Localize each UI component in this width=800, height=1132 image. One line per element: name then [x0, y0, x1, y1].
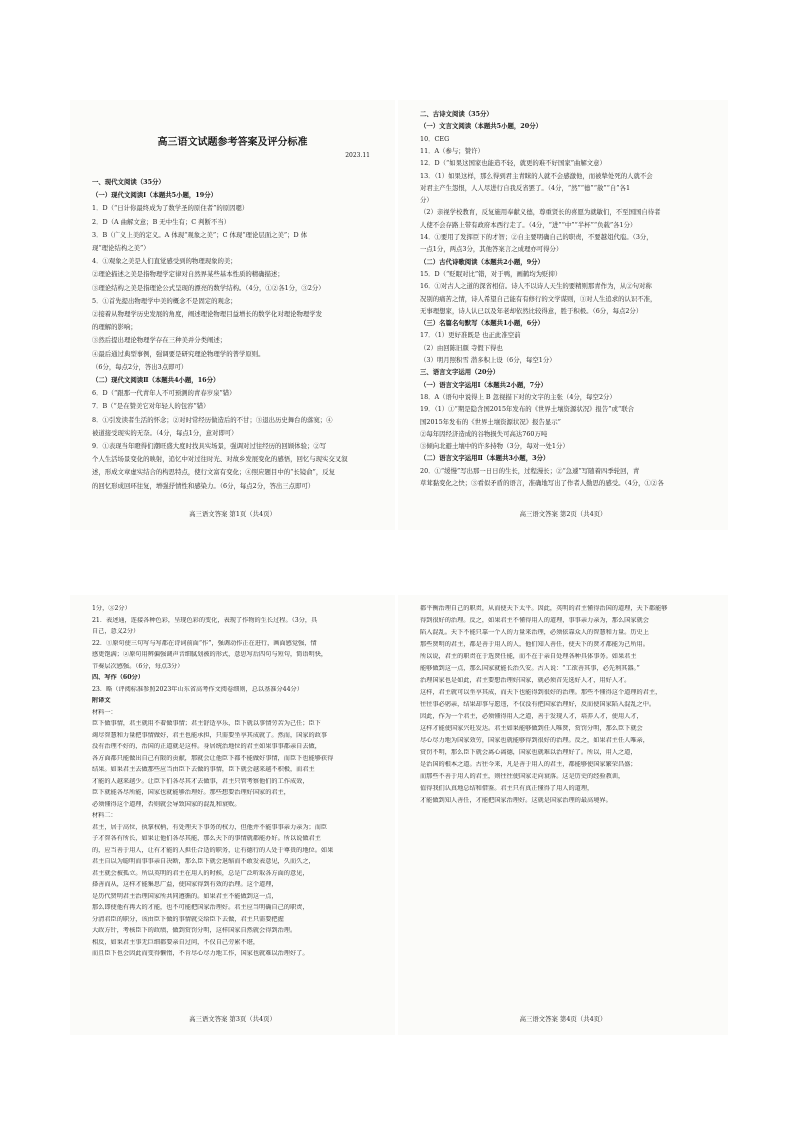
answer-page-3 — [70, 595, 395, 1035]
text-line: 分） — [420, 196, 433, 205]
text-line: 是治国的根本之道。古往今来，凡是善于用人的君主，都能够使国家繁荣昌盛； — [420, 761, 637, 768]
answer-page-1 — [70, 100, 395, 530]
text-line: ②理论描述之美是指物理学定律对自然界某些基本性质的精确描述； — [92, 270, 284, 279]
text-line: 那些贤明的君主，都是善于用人的人，他们知人善任，使天下的贤才都能为己所用。 — [420, 641, 649, 648]
text-line: 臣下做事情，君主就用不着做事情；君主舒适享乐，臣下就以事情劳苦为己任；臣下 — [92, 720, 321, 727]
text-line: 才能做到知人善任，才能把国家治理好。这就是国家治理的最高境界。 — [420, 797, 612, 804]
answer-page-4 — [398, 595, 728, 1035]
text-line: 13．（1）如果这样，那么得到君主青睐的人就不会感激他，而被挚处死的人就不会 — [420, 171, 653, 180]
text-line: 无事理想家，诗人认已以及年老却依然比较得意，胜于积极。（6分，每点2分） — [420, 306, 643, 315]
text-line: （一）语言文字运用Ⅰ（本题共2小题，7分） — [420, 380, 547, 389]
text-line: 这样才能使国家兴旺发达。君主如果能够做到任人唯贤，赏罚分明，那么臣下就会 — [420, 725, 643, 732]
text-line: 1分，③2分） — [92, 605, 131, 612]
text-line: 君主，居于高位，执掌权柄，有处理天下事务的权力，但他并不能事事亲力亲为；而臣 — [92, 823, 328, 831]
text-line: 1．D（“日计你最终成为了数学圣的原住者”的原因嗯） — [92, 204, 249, 213]
text-line: 必须懂得这个道理，否则就会导致国家的混乱和衰败。 — [92, 800, 241, 808]
text-line: ②接着从物理学历史发展的角度，阐述理论物理目益增长的数学化对理论物理学发 — [92, 310, 323, 318]
text-line: （三）名篇名句默写（本题共1小题，6分） — [420, 319, 544, 328]
text-line: （二）现代文阅读Ⅱ（本题共4小题，16分） — [92, 376, 220, 384]
text-line: 尽心尽力地为国家效劳，国家也就能够得到很好的治理。反之，如果君主任人唯亲， — [420, 737, 649, 744]
text-line: 21．表述通，连接各种色彩，呈现色彩的变化，表现了作物的生长过程。（3分，具 — [92, 616, 318, 624]
text-line: 赏罚不明，那么臣下就会离心离德，国家也就难以治理好了。所以，用人之道， — [420, 749, 637, 756]
answer-page-2 — [398, 100, 728, 530]
text-line: 结果。如果君主去做那些应当由臣下去做的事情，臣下就会越来越不积极，而君主 — [92, 766, 315, 773]
text-line: ③理论结构之美是指理论公式呈现的漂亮的数学结构。（4分，①②各1分，③2分） — [92, 283, 325, 292]
text-line: 现“理论结构之美”） — [92, 244, 150, 252]
text-line: 一、现代文阅读（35分） — [92, 178, 165, 186]
text-line: 节奏层次感强。（6分，每点3分） — [92, 662, 184, 670]
text-line: 况别的痛苦之情，诗人希望自己能有有修行的文学谋则，③对人生追求的认识不准， — [420, 294, 657, 303]
text-line: 一点1分，两点3分，其他答案言之成理亦可得分） — [420, 245, 563, 254]
text-line: 5．①首先提出物理学中美的概念不是固定的观念； — [92, 296, 237, 305]
text-line: 是历代贤明君主治理国家所共同遵循的。如果君主不能做到这一点， — [92, 892, 278, 900]
text-line: 臣下就能各尽所能，国家也就能够治理好。那些想要治理好国家的君主， — [92, 789, 290, 796]
text-line: 材料二： — [92, 812, 117, 819]
text-line: 草茸黏变化之快；③看似矛盾的语言，准确地写出了作者人勤思的感受。（4分，①②各 — [420, 479, 664, 487]
text-line: 的回忆形成回环往复，增强抒情性和感染力。（6分，每点2分，答出三点即可） — [92, 481, 315, 490]
text-line: 对君主产生怨恨，人人尽进行自我反省罢了。（4分，“然”“德”“赦”“自”各1 — [420, 183, 631, 192]
text-line: 而那些不善于用人的君主，则往往使国家走向衰落。这是历史的经验教训， — [420, 773, 625, 780]
text-line: 9．①表现当年瞪得们潮旺盛大度时找具实场景，强调对过往经历的回顾体验；②写 — [92, 442, 327, 450]
text-line: 3．B（广义上美的定义。A 体现“观象之美”；C 体现“理论层面之美”；D 体 — [92, 230, 308, 239]
text-line: 20．①“缓慢”写出那一日日的生长，过程漫长；②“急遽”写随着四季轮回，青 — [420, 466, 640, 475]
text-line: 16．①对古人之道的深省相信。诗人不以诗人天生的要精则那青作为，从②句对称 — [420, 282, 652, 291]
text-line: 2．D（A 曲解文意；B 无中生有；C 判断不当） — [92, 217, 231, 226]
text-line: 22．①原句使三句写与写都在诗词前面“作”，强调动作正在进行，画面感觉强，情 — [92, 639, 317, 647]
text-line: 君主自以为聪明而事事亲自决断，那么臣下就会退缩而不敢发表意见，久而久之， — [92, 858, 315, 865]
text-line: 三、语言文字运用（20分） — [420, 368, 500, 377]
text-line: 那么即使他有再大的才能，也不可能把国家治理好。君主应当明确自己的职责， — [92, 904, 309, 911]
text-line: 7．B（“是在赞美它对年轻人的包容”错） — [92, 402, 210, 411]
text-line: 陷入混乱。天下不能只靠一个人的力量来治理，必须依靠众人的智慧和力量。历史上 — [420, 629, 649, 636]
text-line: 四、写作（60分） — [92, 674, 144, 681]
text-line: ③然后提出理论物理学存在三种美并分类阐述； — [92, 336, 227, 345]
text-line: （一）现代文阅读Ⅰ（本题共5小题，19分） — [92, 191, 217, 200]
text-line: （3）明月照积雪 潜多积上设（6分，每空1分） — [420, 356, 556, 364]
text-line: 人使不会存路上带有政府本西行走了。（4分，“进”“中”“半杯”“负载”各1分） — [420, 220, 637, 229]
text-line: 6．D（“跟那一代青年人不可预测的青春岁泉”错） — [92, 389, 236, 398]
text-line: 12．D（“如果这国家也能造不轻，就更的难不好国家”曲解文意） — [420, 159, 606, 168]
text-line: ③倾向北避土壤中的许多持物（3分，每对一处1分） — [420, 442, 569, 451]
text-line: 君主就会被孤立。所以英明的君主在用人的时候，总是广泛听取各方面的意见， — [92, 869, 309, 877]
text-line: （2）由回陈旧颜 寺假下得也 — [420, 343, 503, 352]
text-line: 19．（1）①“期是隐含国2015年发布的《世界土壤资源状况》报告”或“联合 — [420, 405, 634, 414]
text-line: ④最后通过典型事例，强调要是研究理论物理学的普学原则。 — [92, 349, 265, 358]
text-line: 值得我们认真地总结和借鉴。君主只有真正懂得了用人的道理， — [420, 785, 594, 792]
text-line: 4．①观象之美是人们直觉感受到的物理现象的美； — [92, 257, 237, 266]
text-line: 相反，如果君主事无巨细都要亲自过问，不仅自己劳累不堪， — [92, 938, 260, 946]
text-line: （二）古代诗歌阅读（本题共2小题，9分） — [420, 257, 544, 266]
text-line: 分清君臣的职分，该由臣下做的事情就交给臣下去做，君主只需要把握 — [92, 915, 284, 923]
text-line: 子才智各有所长，如果让他们各尽其能，那么天下的事情就都能办好。所以说做君主 — [92, 835, 321, 842]
text-line: 10．CEG — [420, 134, 450, 143]
text-line: 往往事必躬亲，结果却事与愿违，不仅没有把国家治理好，反而使国家陷入混乱之中。 — [420, 701, 656, 708]
text-line: 各方面都只能做出自己有限的贡献，那就会让他臣下都不能做好事情，而臣下也能够获得 — [92, 754, 334, 762]
text-line: 能够做到这一点，那么国家就能长治久安。古人说：“工欲善其事，必先利其器。” — [420, 665, 640, 672]
text-line: 17．（1）更好准既是 也正此准空前 — [420, 331, 521, 340]
text-line: 被道接受现实的无奈。（4分，每点1分，意对即可） — [92, 428, 238, 437]
page-footer: 高三语文答案 第4页（共4页） — [519, 1015, 607, 1023]
text-line: 感更饱满；②原句用辨偏强调声音细腻划被的形式，意思写后四句与短句，简语明快， — [92, 651, 328, 658]
text-line: 的理解的影响； — [92, 323, 137, 332]
page-footer: 高三语文答案 第2页（共4页） — [519, 510, 607, 518]
text-line: （一）文言文阅读（本题共5小题，20分） — [420, 122, 542, 131]
text-line: 材料一： — [92, 708, 117, 716]
page-title: 高三语文试题参考答案及评分标准 — [157, 137, 308, 148]
text-line: 述，形成文章虚实结合的构思特点，使行文富有变化；④照应题目中的“长镜俞”，反复 — [92, 468, 335, 477]
text-line: 大政方针，考核臣下的政绩，做到赏罚分明，这样国家自然就会得到治理。 — [92, 927, 297, 934]
text-line: 治理国家也是如此，君主要想治理好国家，就必须首先选好人才，用好人才。 — [420, 677, 631, 684]
exam-date: 2023.11 — [345, 152, 370, 159]
text-line: 因此，作为一个君主，必须懂得用人之道，善于发现人才，培养人才，使用人才， — [420, 713, 643, 720]
text-line: 的，应当善于用人，让有才能的人担任合适的职务，让有德行的人处于尊贵的地位。如果 — [92, 846, 334, 854]
page-footer: 高三语文答案 第1页（共4页） — [189, 510, 276, 518]
text-line: 23．略（评阅标准参照2023年山东省高考作文阅卷细则，总以基准分44分） — [92, 685, 303, 693]
text-line: 竭尽智慧和力量把事情做好，君主也能承担，只需要坐享其成就了。然而，国家的政事 — [92, 731, 328, 739]
text-line: 二、古诗文阅读（35分） — [420, 110, 493, 118]
text-line: ②每年因经济造成的谷物损失可高达760万吨 — [420, 429, 548, 438]
text-line: 这样，君主就可以坐享其成，而天下也能得到很好的治理。那些不懂得这个道理的君主， — [420, 689, 662, 696]
text-line: （2）亲视学校教育，反复施用奉献义德，尊重贤长的喜愿为就敏们，不至国国自待者 — [420, 208, 661, 217]
text-line: 得到很好的治理。反之，如果君主不懂得用人的道理，事事亲力亲为，那么国家就会 — [420, 617, 649, 624]
text-line: 才能的人越来越少。让臣下们各尽其才去做事，君主只管考察他们的工作成效， — [92, 777, 309, 785]
page-footer: 高三语文答案 第3页（共4页） — [189, 1015, 276, 1023]
text-line: 附译文 — [92, 697, 111, 704]
text-line: 14．①要用了发挥臣下的才智；②自主要明确自己的职责，不要越俎代庖。（3分， — [420, 233, 653, 241]
text-line: 没有治理不好的，治国的正道就是这样。身居统治地位的君主如果事事都亲自去做， — [92, 743, 321, 750]
text-line: 国2015年发布的《世界土壤资源状况》报告显示” — [420, 417, 561, 426]
text-line: 18．A（语句中说得上 B 忽视描下对的文字的主张（4分，每空2分） — [420, 392, 616, 401]
text-line: 择善而从，这样才能集思广益，使国家得到有效的治理。这个道理， — [92, 881, 278, 888]
text-line: 11．A（参与；赞许） — [420, 146, 484, 155]
text-line: 自己，意义2分） — [92, 628, 140, 635]
text-line: 15．D（“贬眠对比”错，对于鸭，画鹤均为贬抑） — [420, 269, 562, 278]
text-line: 所以说，君主的职责在于选贤任能，而不在于亲自处理各种具体事务。如果君主 — [420, 653, 637, 660]
text-line: （二）语言文字运用Ⅱ（本题共3小题，3分） — [420, 454, 550, 463]
text-line: 都平衡治理自己的职责，从而使天下太平。因此，英明的君主懂得治国的道理，天下都能够 — [420, 605, 668, 612]
text-line: 8．①引发读者生活的怀念；②对时常经历做造后的不甘；③退出历史舞台的落寞；④ — [92, 415, 333, 424]
text-line: 而且臣下也会因此而变得懒惰，不肯尽心尽力地工作，国家也就难以治理好了。 — [92, 950, 309, 957]
text-line: （6分，每点2分，答出3点即可） — [92, 362, 188, 371]
text-line: 个人生活场景变化的映射，追忆中对过往时光、对故乡发展变化的感悟，回忆与现实交叉叙 — [92, 455, 348, 464]
